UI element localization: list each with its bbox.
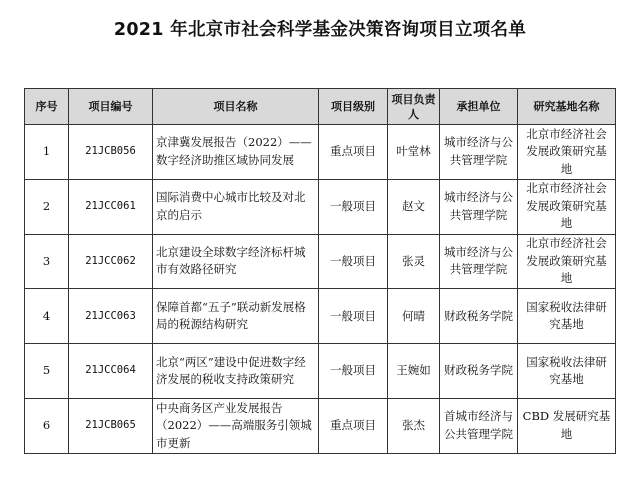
cell-no: 1	[25, 125, 69, 180]
cell-name: 北京“两区”建设中促进数字经济发展的税收支持政策研究	[153, 344, 319, 399]
cell-leader: 张灵	[388, 234, 440, 289]
cell-base: 北京市经济社会发展政策研究基地	[518, 234, 616, 289]
cell-name: 京津冀发展报告（2022）——数字经济助推区域协同发展	[153, 125, 319, 180]
header-code: 项目编号	[69, 89, 153, 125]
cell-base: 国家税收法律研究基地	[518, 344, 616, 399]
cell-base: 北京市经济社会发展政策研究基地	[518, 125, 616, 180]
cell-level: 一般项目	[319, 179, 388, 234]
cell-code: 21JCB056	[69, 125, 153, 180]
cell-base: 北京市经济社会发展政策研究基地	[518, 179, 616, 234]
cell-unit: 城市经济与公共管理学院	[440, 234, 518, 289]
cell-name: 中央商务区产业发展报告（2022）——高端服务引领城市更新	[153, 398, 319, 453]
cell-code: 21JCC064	[69, 344, 153, 399]
cell-unit: 财政税务学院	[440, 344, 518, 399]
table-row	[25, 234, 616, 289]
cell-leader: 何晴	[388, 289, 440, 344]
project-list-table	[24, 88, 616, 454]
cell-name: 保障首都“五子”联动新发展格局的税源结构研究	[153, 289, 319, 344]
cell-no: 6	[25, 398, 69, 453]
cell-leader: 叶堂林	[388, 125, 440, 180]
cell-name: 国际消费中心城市比较及对北京的启示	[153, 179, 319, 234]
cell-no: 3	[25, 234, 69, 289]
cell-unit: 财政税务学院	[440, 289, 518, 344]
cell-unit: 城市经济与公共管理学院	[440, 179, 518, 234]
cell-unit: 城市经济与公共管理学院	[440, 125, 518, 180]
cell-leader: 王婉如	[388, 344, 440, 399]
table-row	[25, 125, 616, 180]
header-name: 项目名称	[153, 89, 319, 125]
cell-base: 国家税收法律研究基地	[518, 289, 616, 344]
table-row	[25, 289, 616, 344]
header-base: 研究基地名称	[518, 89, 616, 125]
cell-no: 4	[25, 289, 69, 344]
table-row	[25, 398, 616, 453]
cell-leader: 张杰	[388, 398, 440, 453]
cell-code: 21JCC062	[69, 234, 153, 289]
header-no: 序号	[25, 89, 69, 125]
cell-base: CBD 发展研究基地	[518, 398, 616, 453]
header-level: 项目级别	[319, 89, 388, 125]
document-title: 2021 年北京市社会科学基金决策咨询项目立项名单	[113, 20, 527, 40]
cell-unit: 首城市经济与公共管理学院	[440, 398, 518, 453]
header-leader: 项目负责人	[388, 89, 440, 125]
cell-code: 21JCC061	[69, 179, 153, 234]
cell-no: 2	[25, 179, 69, 234]
cell-code: 21JCB065	[69, 398, 153, 453]
table-header-row	[25, 89, 616, 125]
cell-leader: 赵文	[388, 179, 440, 234]
cell-level: 一般项目	[319, 344, 388, 399]
table-row	[25, 179, 616, 234]
cell-level: 重点项目	[319, 125, 388, 180]
header-unit: 承担单位	[440, 89, 518, 125]
cell-no: 5	[25, 344, 69, 399]
cell-level: 一般项目	[319, 234, 388, 289]
cell-level: 重点项目	[319, 398, 388, 453]
table-row	[25, 344, 616, 399]
cell-level: 一般项目	[319, 289, 388, 344]
cell-name: 北京建设全球数字经济标杆城市有效路径研究	[153, 234, 319, 289]
cell-code: 21JCC063	[69, 289, 153, 344]
